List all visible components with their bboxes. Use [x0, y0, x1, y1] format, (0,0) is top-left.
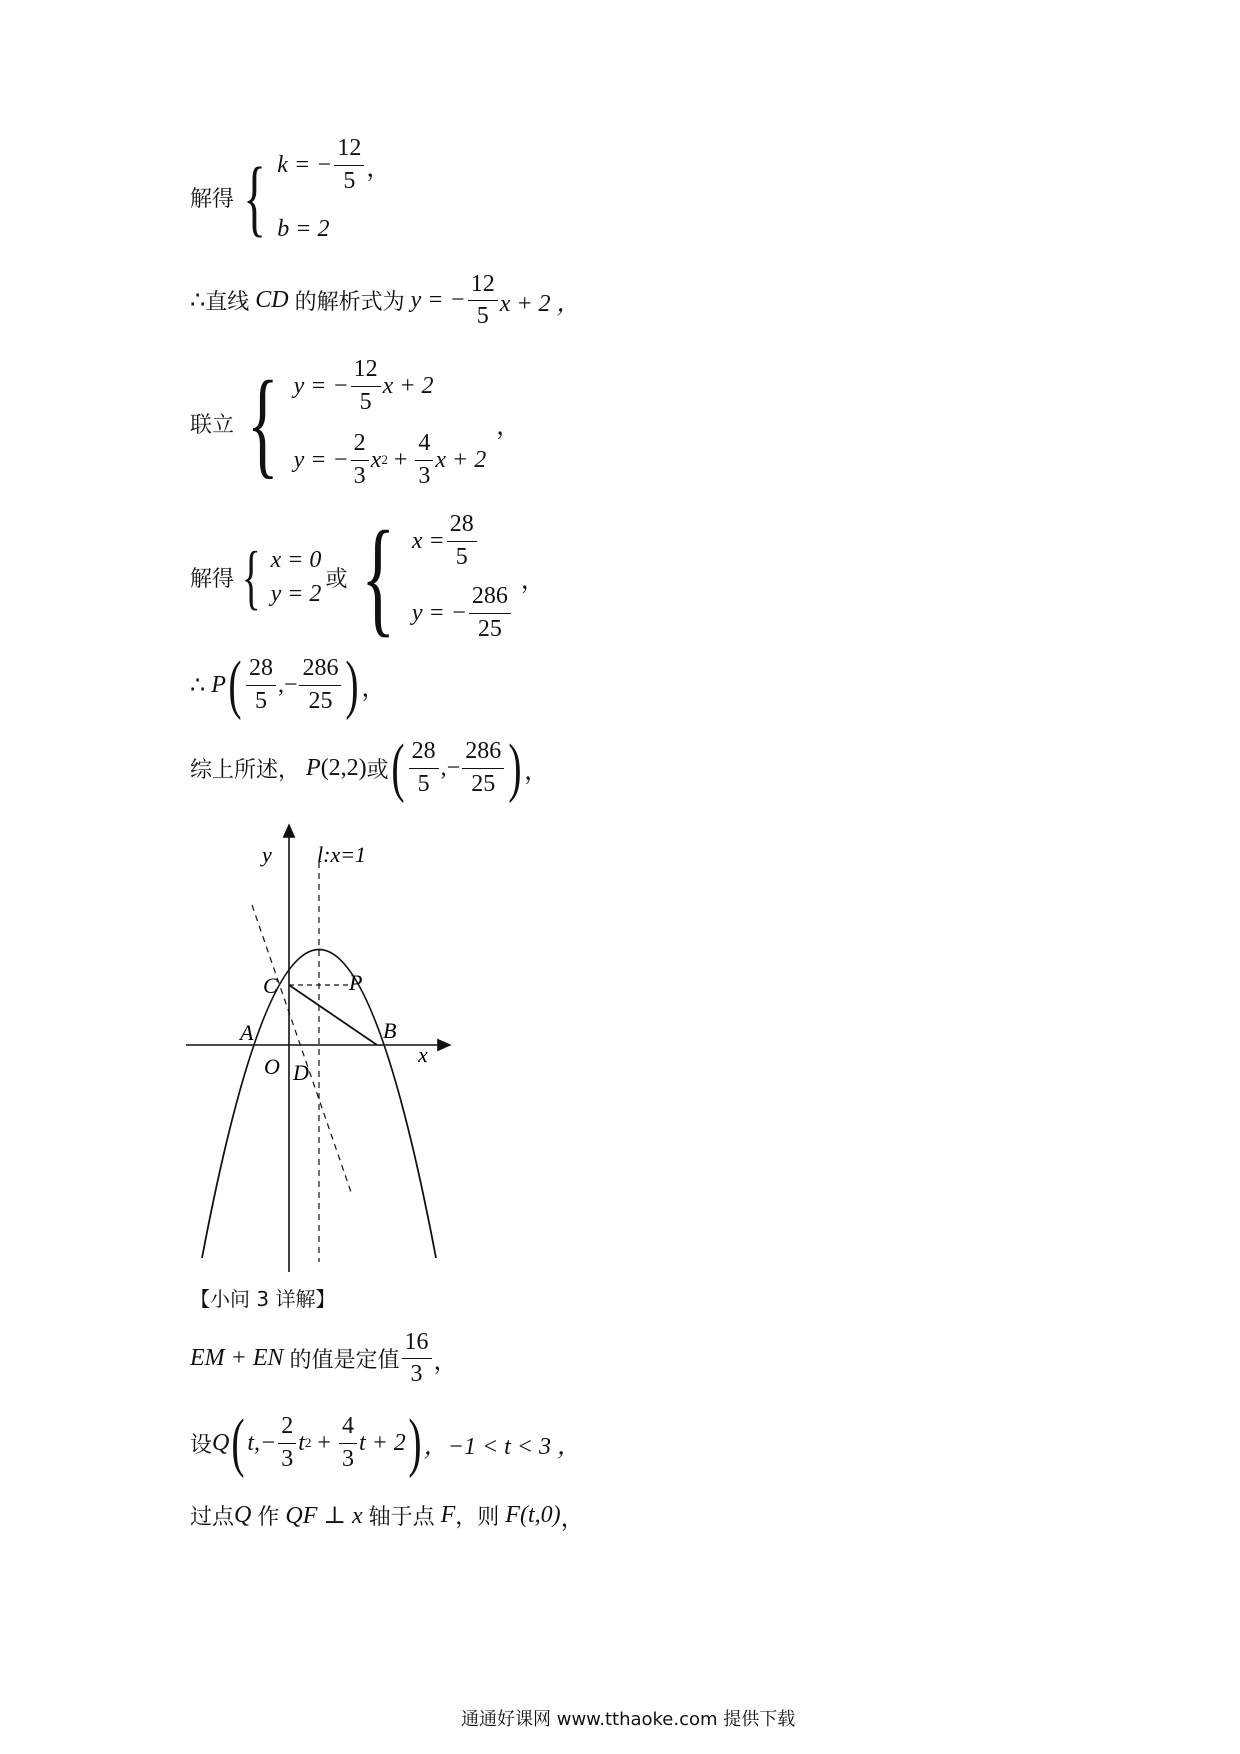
line-set-q: 设 Q ( t,− $\frac{2}{3}$ t 2 + $\frac{4}{3}$ t + 2 ) ，−1 < t < 3 ， — [190, 1406, 582, 1479]
label-x: x — [418, 1042, 428, 1067]
label-l: l:x=1 — [317, 842, 367, 867]
simultaneous-system: 联立 { y = − $\frac{12}{5}$ x + 2 y = − $\frac{2}{3}$ x 2 + $\frac{4}{3}$ x + 2 ， — [190, 356, 521, 489]
summary-line: 综上所述， P (2,2) 或 ( $\frac{28}{5}$ ,− $\frac{286}{25}$ ) ， — [190, 731, 549, 804]
label-D: D — [293, 1060, 309, 1085]
solution-k-b — [190, 135, 391, 256]
left-brace: { — [246, 356, 279, 489]
equation-system: k = − $\frac{12}{5}$ ， b = 2 — [277, 135, 391, 242]
therefore-symbol: ∴ — [190, 288, 206, 315]
fraction: $\frac{12}{5}$ — [468, 272, 498, 329]
line-cd — [252, 905, 352, 1195]
label-P: P — [349, 970, 363, 995]
section-heading: 【小问 3 详解】 — [190, 1287, 336, 1311]
label-C: C — [263, 973, 278, 998]
label-O: O — [264, 1054, 280, 1079]
solutions-xy: 解得 { x = 0 y = 2 或 { x = $\frac{28}{5}$ y = − $\frac{286}{25}$ ， — [190, 505, 545, 649]
footer-source: 通通好课网 www.tthaoke.com 提供下载 — [461, 1709, 796, 1730]
label-y: y — [262, 842, 272, 867]
label-B: B — [383, 1018, 397, 1043]
label-A: A — [240, 1020, 254, 1045]
point-p-result: ∴ P ( $\frac{28}{5}$ ,− $\frac{286}{25}$ ) ， — [190, 648, 386, 721]
k-lhs: k = − — [277, 151, 333, 178]
label-jiede: 解得 — [190, 186, 235, 212]
line-cd-equation: ∴ 直线 CD 的解析式为 y = − $\frac{12}{5}$ x + 2 ， — [190, 271, 581, 330]
line-qf: 过点 Q 作 QF ⊥ x 轴于点 F ，则 F(t,0) ， — [190, 1502, 585, 1532]
line-em-en: EM + EN 的值是定值 $\frac{16}{3}$ ， — [190, 1329, 458, 1388]
parabola-figure — [180, 810, 480, 1280]
fraction: $\frac{12}{5}$ — [334, 136, 364, 193]
left-brace: { — [243, 149, 267, 245]
b-row: b = 2 — [277, 215, 330, 242]
label-lianli: 联立 — [190, 412, 235, 438]
